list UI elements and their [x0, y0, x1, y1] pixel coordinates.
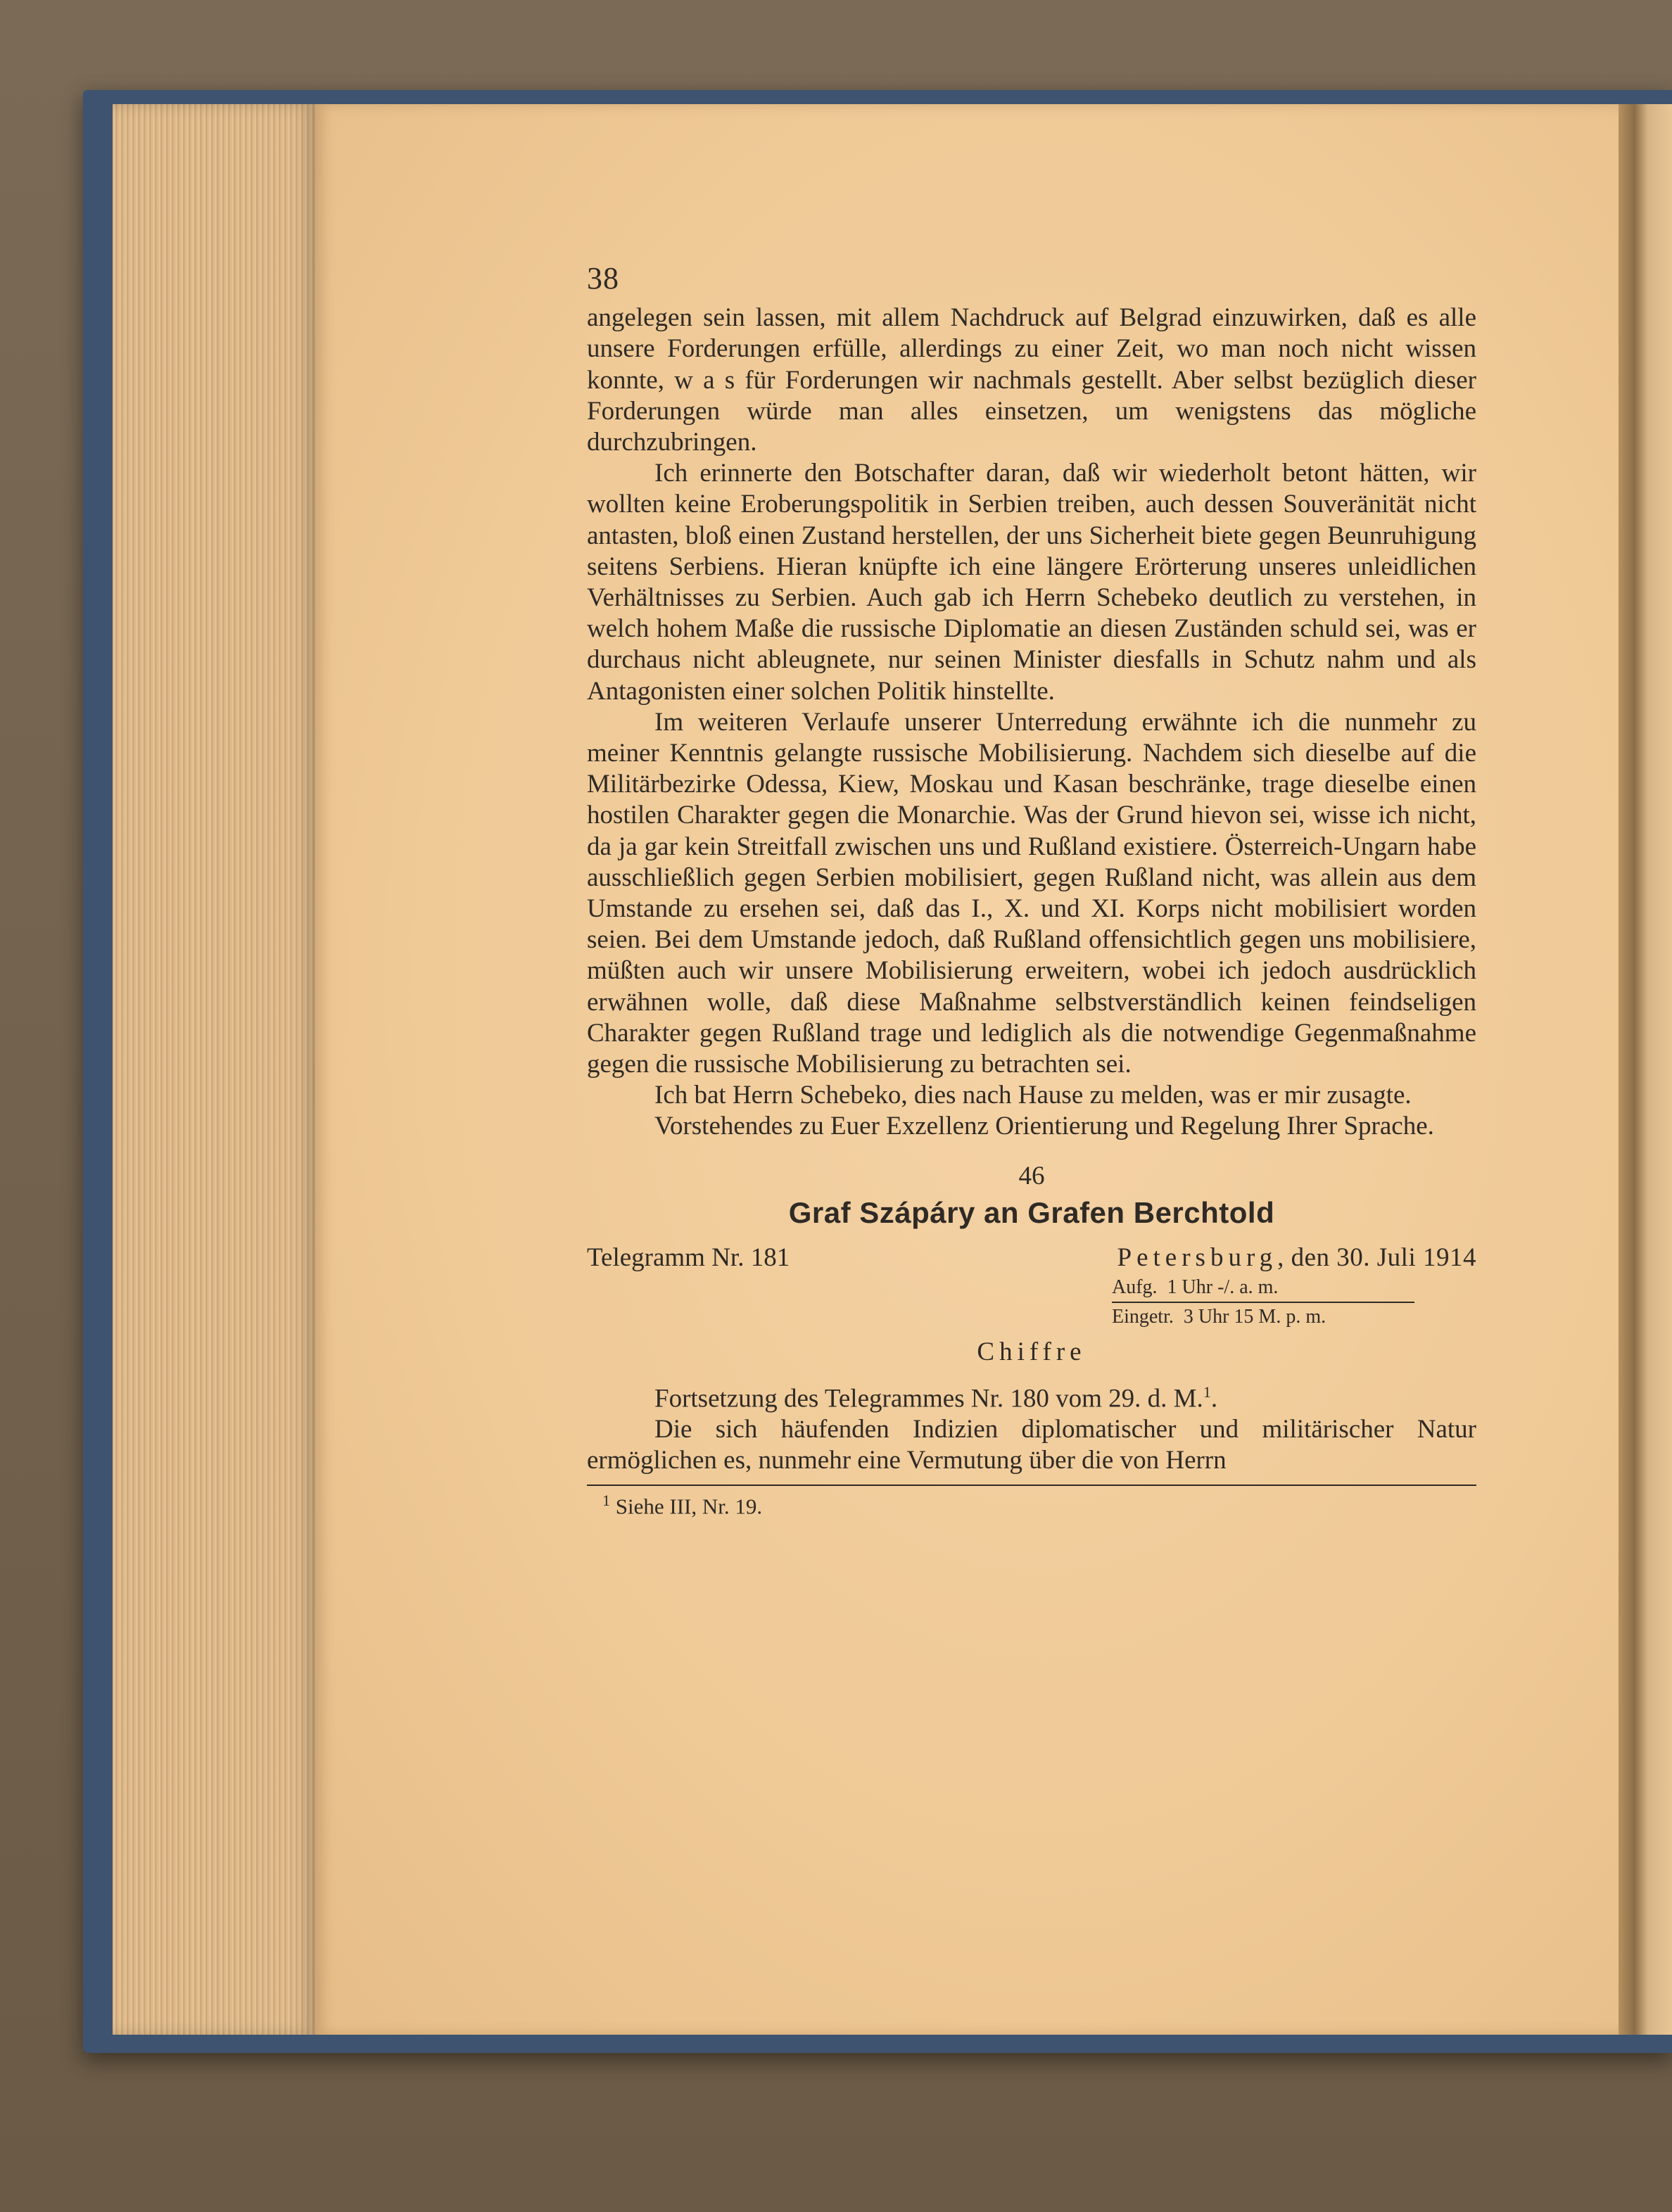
footnote-reference: 1: [1203, 1382, 1211, 1401]
time-row-sent: [1112, 1273, 1414, 1303]
continuation-text: Fortsetzung des Telegrammes Nr. 180 vom 29. d. M.: [654, 1383, 1203, 1413]
transmission-times: [1112, 1273, 1414, 1331]
body-paragraph: Ich bat Herrn Schebeko, dies nach Hause zu melden, was er mir zusagte.: [654, 1081, 1412, 1110]
time-value: 3 Uhr 15 M. p. m.: [1183, 1306, 1326, 1328]
place-date: [1117, 1242, 1476, 1273]
time-value: 1 Uhr -/. a. m.: [1167, 1276, 1279, 1299]
continuation-line: Fortsetzung des Telegrammes Nr. 180 vom 29. d. M.$^1$.: [654, 1382, 1218, 1413]
footnote-text: Siehe III, Nr. 19.: [615, 1494, 763, 1519]
page-edges: [113, 104, 317, 2035]
book-gutter: [1619, 104, 1672, 2035]
time-row-received: [1112, 1303, 1414, 1331]
time-label: Eingetr.: [1112, 1306, 1174, 1328]
page-text-block: [587, 263, 1476, 1522]
document-number: 46: [1018, 1161, 1045, 1190]
body-paragraph: Vorstehendes zu Euer Exzellenz Orientierung und Regelung Ihrer Sprache.: [654, 1112, 1434, 1141]
place: Petersburg: [1117, 1243, 1278, 1273]
body-paragraph: angelegen sein lassen, mit allem Nachdruck auf Belgrad einzuwirken, daß es alle unsere Forderungen erfülle, allerdings zu einer Zeit, wo man noch nicht wissen konnte, w a s für Forderungen wir nachmals gestellt. Aber selbst bezüglich dieser Forderungen würde man alles einsetzen, um wenigstens das mögliche durchzubringen.: [587, 303, 1476, 457]
time-label: Aufg.: [1112, 1276, 1158, 1299]
page-number: 38: [587, 261, 619, 295]
cipher-label: Chiffre: [977, 1337, 1087, 1367]
footnote-marker: 1: [602, 1492, 610, 1510]
body-paragraph: Ich erinnerte den Botschafter daran, daß wir wiederholt betont hätten, wir wollten keine Eroberungspolitik in Serbien treiben, auch dessen Souveränität nicht antasten, bloß einen Zustand herstellen, der uns Sicherheit biete gegen Beunruhigung seitens Serbiens. Hieran knüpfte ich eine längere Erörterung unseres unleidlichen Verhältnisses zu Serbien. Auch gab ich Herrn Schebeko deutlich zu verstehen, in welch hohem Maße die russische Diplomatie an diesen Zuständen schuld sei, was er durchaus nicht ableugnete, nur seinen Minister diesfalls in Schutz nahm und als Antagonisten einer solchen Politik hinstellte.: [587, 459, 1476, 706]
body-paragraph: Im weiteren Verlaufe unserer Unterredung erwähnte ich die nunmehr zu meiner Kenntnis gelangte russische Mobilisierung. Nachdem sich dieselbe auf die Militärbezirke Odessa, Kiew, Moskau und Kasan beschränke, trage dieselbe einen hostilen Charakter gegen die Monarchie. Was der Grund hievon sei, wisse ich nicht, da ja gar kein Streitfall zwischen uns und Rußland existiere. Österreich-Ungarn habe ausschließlich gegen Serbien mobilisiert, gegen Rußland nicht, was allein aus dem Umstande zu ersehen sei, daß das I., X. und XI. Korps nicht mobilisiert worden seien. Bei dem Umstande jedoch, daß Rußland offensichtlich gegen uns mobilisiere, müßten auch wir unsere Mobilisierung erweitern, wobei ich jedoch ausdrücklich erwähnen wolle, daß diese Maßnahme selbstverständlich keinen feindseligen Charakter gegen Rußland trage und lediglich als die notwendige Gegenmaßnahme gegen die russische Mobilisierung zu betrachten sei.: [587, 707, 1476, 1079]
document-title: Graf Szápáry an Grafen Berchtold: [788, 1195, 1275, 1229]
telegram-header: [587, 1242, 1476, 1273]
footnote: [587, 1486, 1476, 1521]
date: , den 30. Juli 1914: [1277, 1243, 1476, 1273]
telegram-number: Telegramm Nr. 181: [587, 1243, 790, 1273]
body-paragraph: Die sich häufenden Indizien diplomatischer und militärischer Natur ermöglichen es, nunmehr eine Vermutung über die von Herrn: [587, 1415, 1476, 1475]
